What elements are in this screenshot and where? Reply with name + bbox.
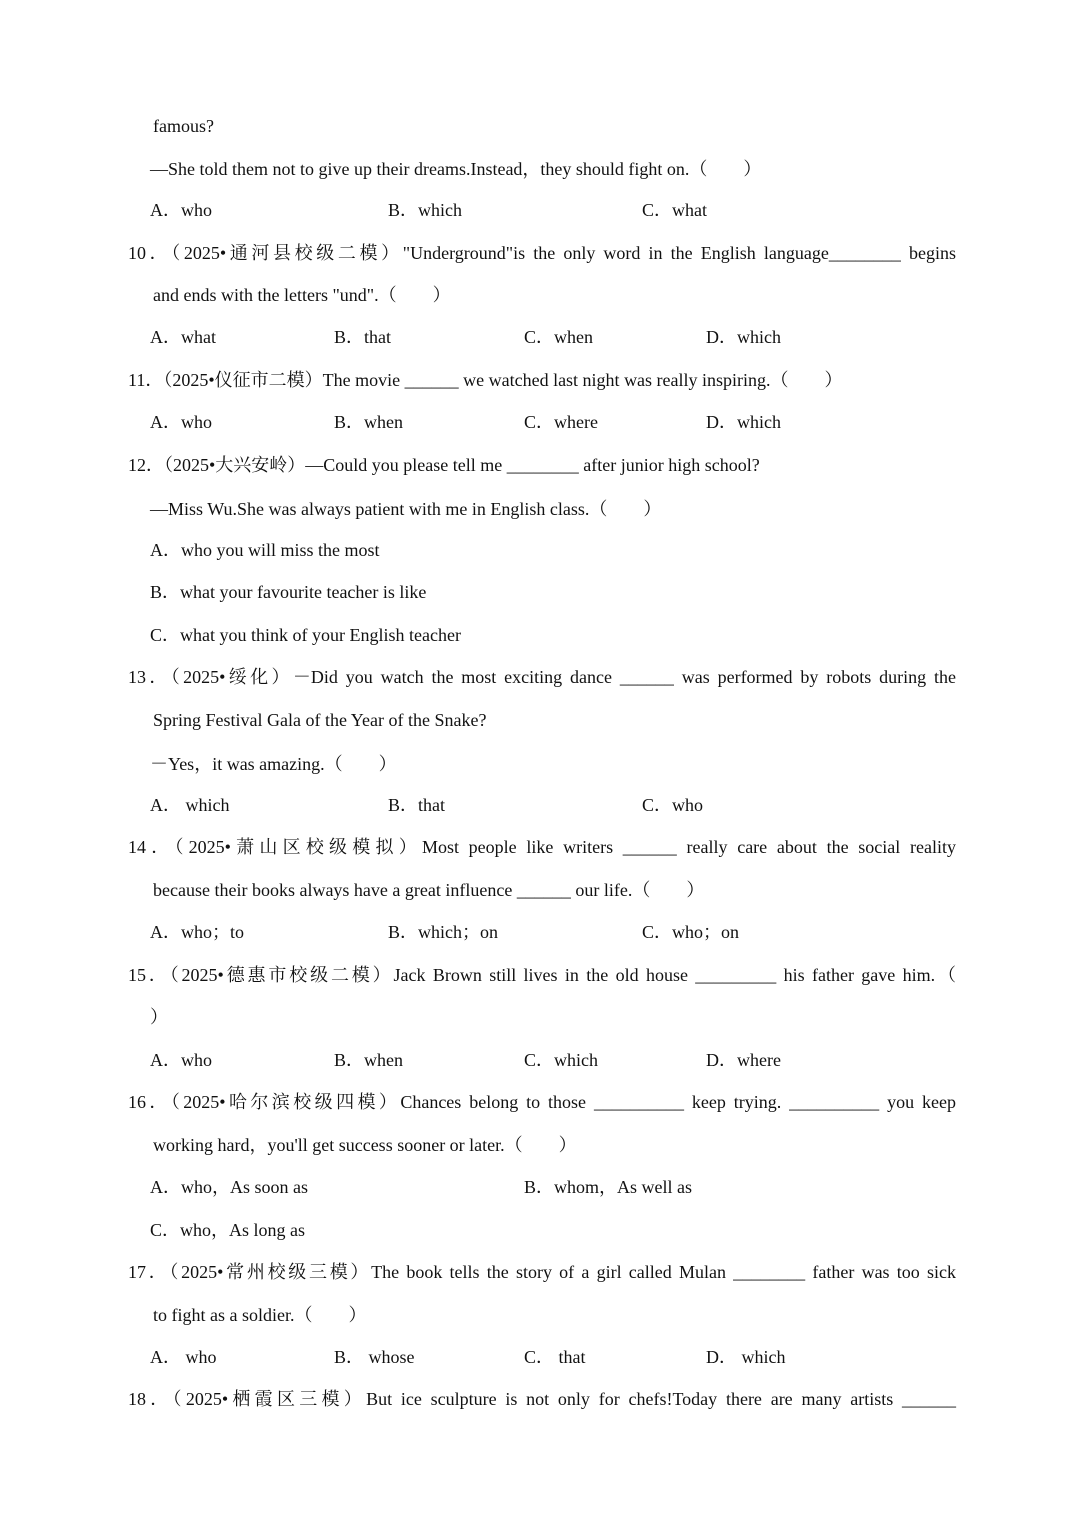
q17-option-b: B． whose [334, 1347, 415, 1367]
q12-line-1: 12．（2025•大兴安岭）—Could you please tell me ________ after junior high school? [128, 455, 760, 475]
q9-option-c: C．what [642, 200, 707, 220]
q9-option-a: A．who [150, 200, 212, 220]
q15-option-a: A．who [150, 1050, 212, 1070]
q16-option-b: B．whom，As well as [524, 1177, 692, 1197]
q14-option-c: C．who；on [642, 922, 740, 942]
q17-option-c: C． that [524, 1347, 586, 1367]
q14-line-2: because their books always have a great influence ______ our life.（ ） [153, 880, 705, 900]
q14-option-b: B．which；on [388, 922, 498, 942]
q17-option-d: D． which [706, 1347, 786, 1367]
q16-line-2: working hard，you'll get success sooner or later.（ ） [153, 1135, 577, 1155]
q18-line-1: 18．（2025•栖霞区三模）But ice sculpture is not only for chefs!Today there are many artists ______ [128, 1389, 956, 1409]
q9-line-1: famous? [153, 116, 214, 136]
q15-option-c: C．which [524, 1050, 598, 1070]
q17-line-2: to fight as a soldier.（ ） [153, 1305, 367, 1325]
q10-line-1: 10．（2025•通河县校级二模）"Underground"is the only word in the English language________ begins [128, 243, 956, 263]
q13-option-a: A． which [150, 795, 230, 815]
q13-line-2: Spring Festival Gala of the Year of the Snake? [153, 710, 487, 730]
q16-option-a: A．who，As soon as [150, 1177, 309, 1197]
q11-line-1: 11．（2025•仪征市二模）The movie ______ we watched last night was really inspiring.（ ） [128, 370, 843, 390]
q11-option-a: A．who [150, 412, 212, 432]
q10-option-b: B．that [334, 327, 391, 347]
q14-line-1: 14．（2025•萧山区校级模拟）Most people like writers ______ really care about the social reality [128, 837, 956, 857]
q12-option-b: B．what your favourite teacher is like [150, 582, 427, 602]
q12-option-a: A．who you will miss the most [150, 540, 380, 560]
q10-line-2: and ends with the letters "und".（ ） [153, 285, 451, 305]
q17-option-a: A． who [150, 1347, 217, 1367]
q10-option-d: D．which [706, 327, 781, 347]
q15-option-b: B．when [334, 1050, 403, 1070]
q12-option-c: C．what you think of your English teacher [150, 625, 461, 645]
q13-line-3: －Yes，it was amazing.（ ） [150, 754, 397, 774]
q11-option-b: B．when [334, 412, 403, 432]
q10-option-c: C．when [524, 327, 593, 347]
q15-line-1: 15．（2025•德惠市校级二模）Jack Brown still lives in the old house _________ his father gave him.（ [128, 965, 956, 985]
q14-option-a: A．who；to [150, 922, 244, 942]
q15-line-2: ） [150, 1007, 168, 1027]
q16-option-c: C．who，As long as [150, 1220, 306, 1240]
q13-line-1: 13．（2025•绥化）－Did you watch the most exciting dance ______ was performed by robots during the [128, 667, 956, 687]
q10-option-a: A．what [150, 327, 216, 347]
q12-line-2: —Miss Wu.She was always patient with me in English class.（ ） [150, 499, 662, 519]
q9-line-2: —She told them not to give up their dreams.Instead，they should fight on.（ ） [150, 159, 762, 179]
q17-line-1: 17．（2025•常州校级三模）The book tells the story of a girl called Mulan ________ father was too sick [128, 1262, 956, 1282]
q13-option-b: B．that [388, 795, 445, 815]
q11-option-c: C．where [524, 412, 598, 432]
q9-option-b: B．which [388, 200, 462, 220]
q13-option-c: C．who [642, 795, 704, 815]
q15-option-d: D．where [706, 1050, 781, 1070]
q16-line-1: 16．（2025•哈尔滨校级四模）Chances belong to those __________ keep trying. __________ you keep [128, 1092, 956, 1112]
q11-option-d: D．which [706, 412, 781, 432]
